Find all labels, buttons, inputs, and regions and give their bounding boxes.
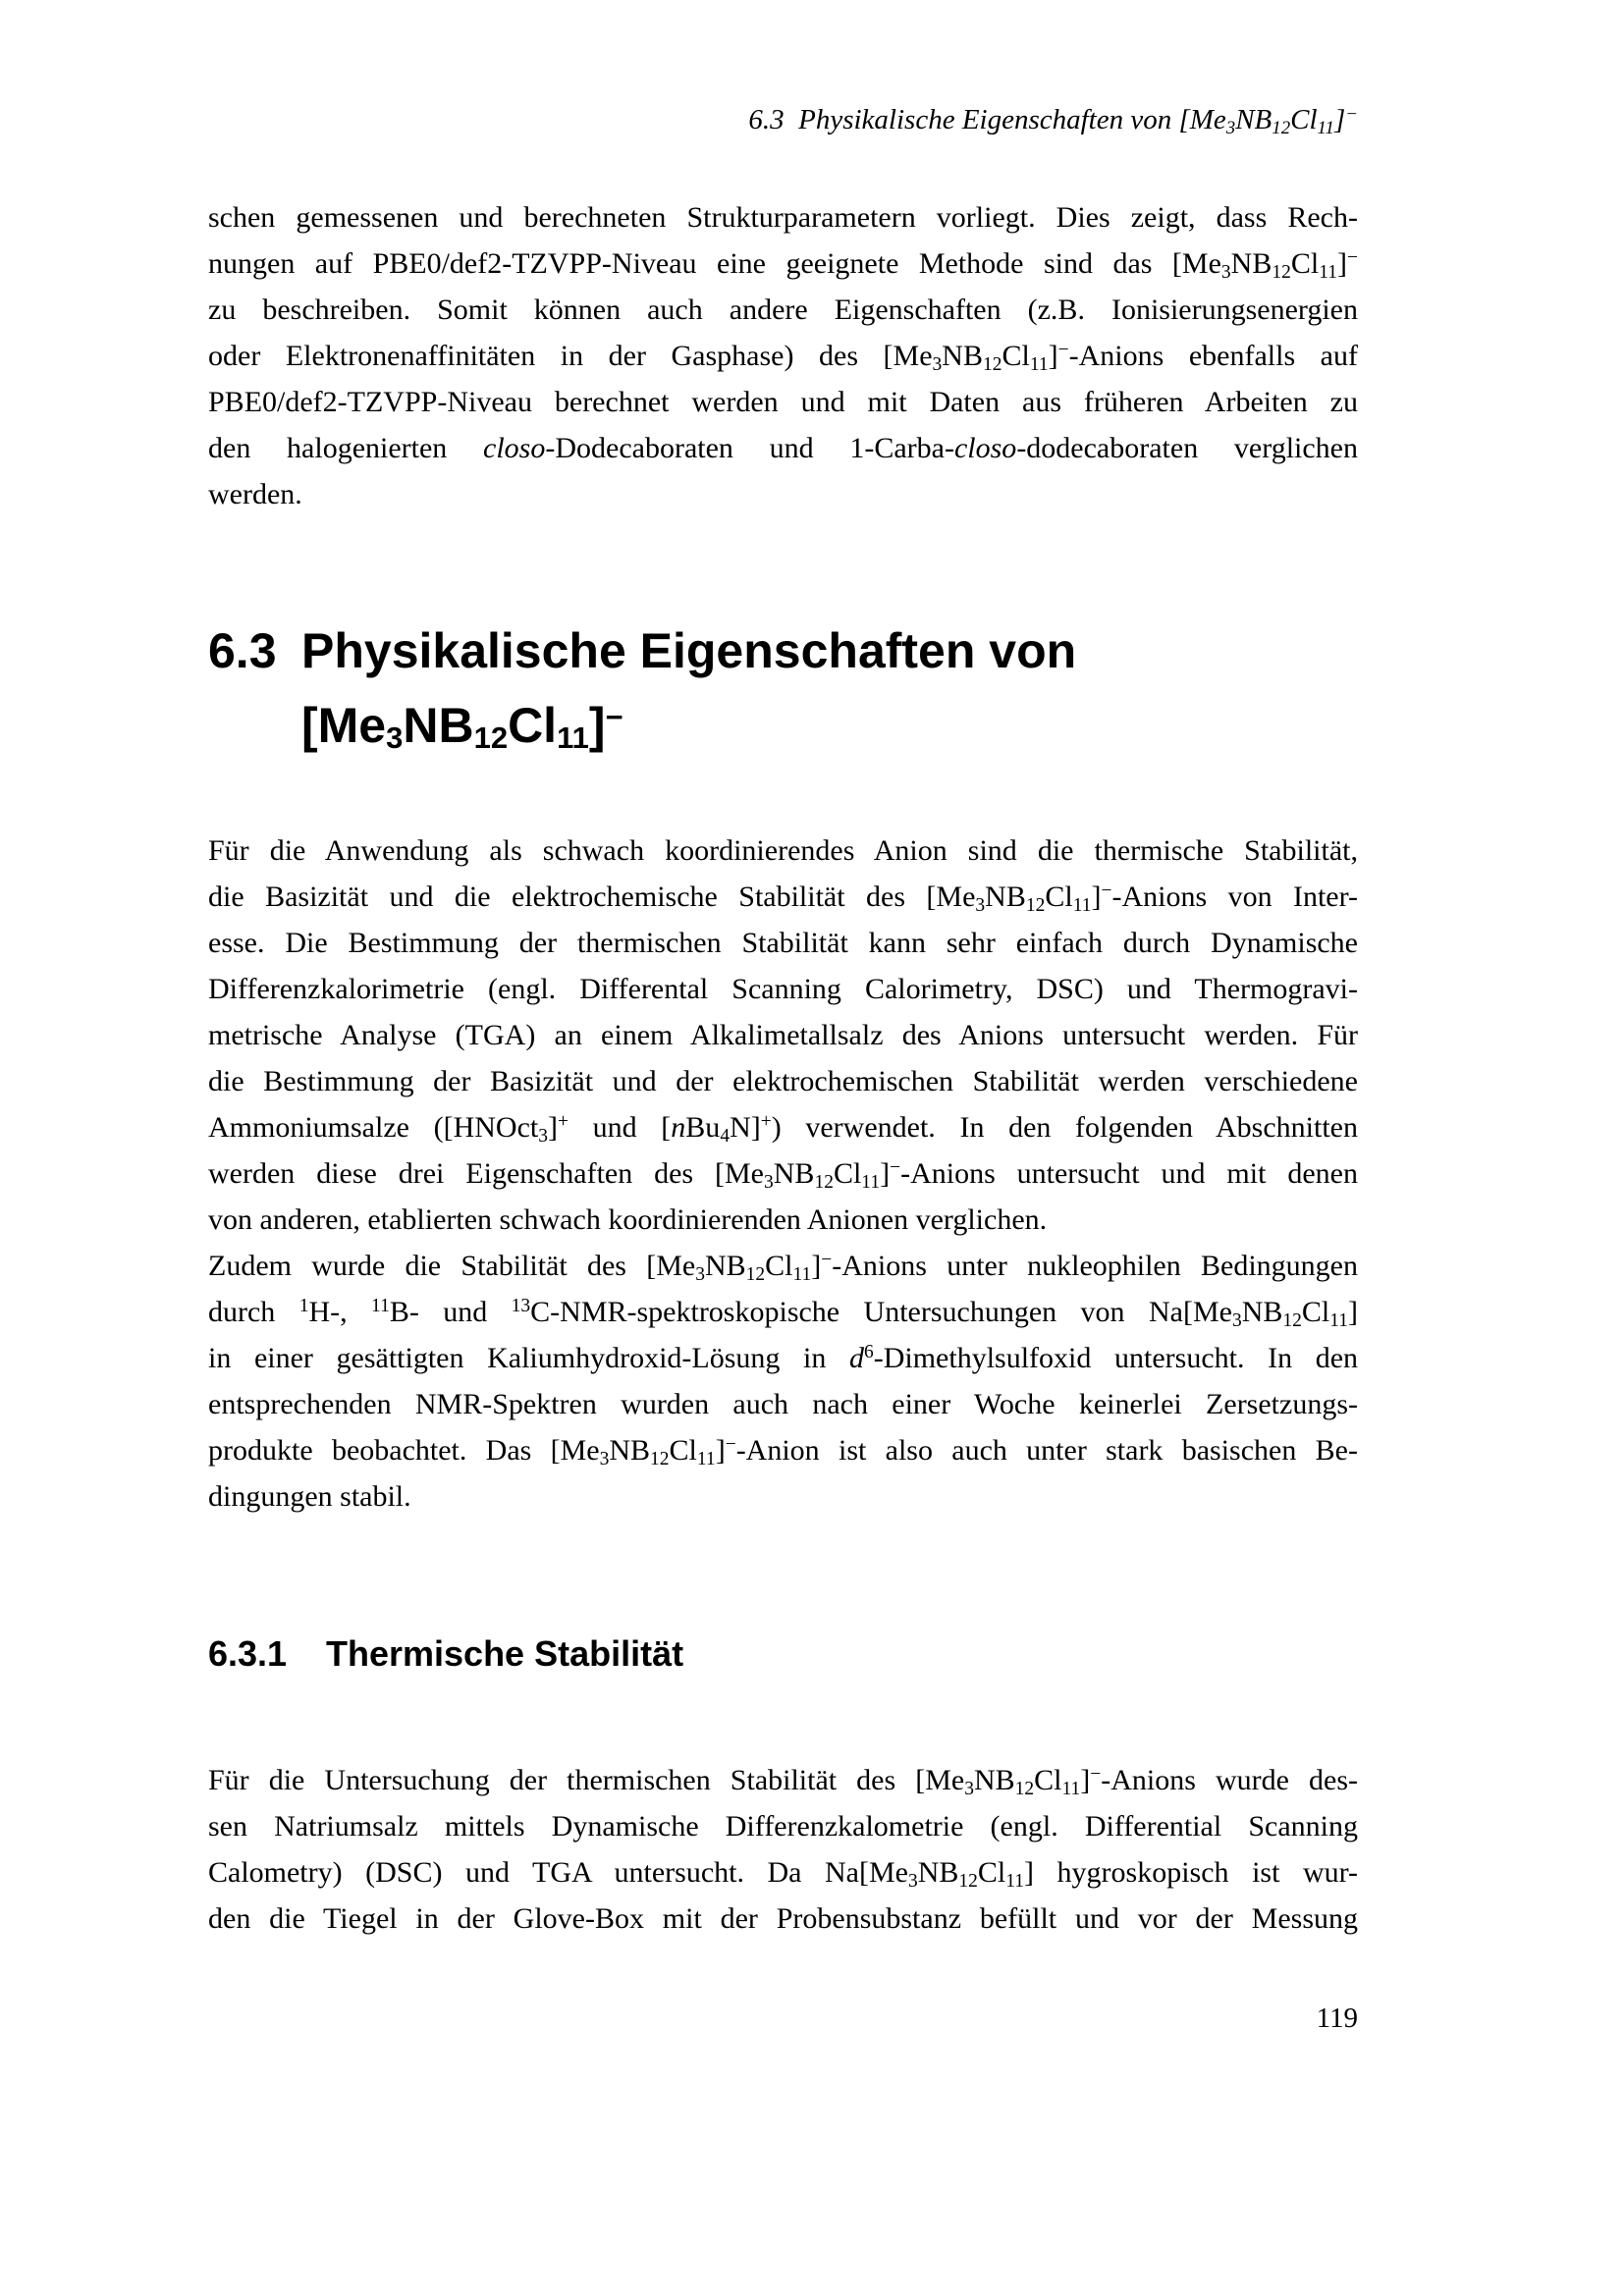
text-run: NB bbox=[704, 1250, 746, 1282]
text-run: 12 bbox=[814, 1171, 834, 1193]
text-run: NB bbox=[942, 340, 983, 372]
section-number: 6.3 bbox=[208, 623, 277, 678]
text-run: von anderen, etablierten schwach koordinierenden Anionen verglichen. bbox=[208, 1203, 1048, 1236]
text-run: + bbox=[760, 1111, 772, 1133]
text-run: 11 bbox=[1329, 1309, 1349, 1331]
text-run: 12 bbox=[1025, 894, 1046, 916]
text-run: [Me bbox=[301, 698, 387, 753]
page-number: 119 bbox=[1316, 2002, 1358, 2034]
text-run: NB bbox=[973, 1764, 1015, 1796]
text-run: werden diese drei Eigenschaften des [Me bbox=[208, 1157, 764, 1190]
text-line bbox=[208, 1473, 1358, 1520]
text-run: 11 bbox=[792, 1263, 812, 1285]
text-run: 11 bbox=[1072, 894, 1092, 916]
text-run: 12 bbox=[982, 353, 1002, 375]
text-line bbox=[208, 966, 1358, 1012]
subsection-title: Thermische Stabilität bbox=[326, 1633, 684, 1674]
section-heading-line1 bbox=[208, 614, 1358, 688]
text-run: -Anions wurde des- bbox=[1101, 1764, 1358, 1796]
text-run: ] bbox=[1337, 247, 1347, 280]
text-run: schen gemessenen und berechneten Strukturparametern vorliegt. Dies zeigt, dass Rech- bbox=[208, 201, 1358, 234]
text-run: metrische Analyse (TGA) an einem Alkalimetallsalz des Anions untersucht werden. Für bbox=[208, 1019, 1358, 1051]
text-run: 3 bbox=[975, 894, 986, 916]
text-run: entsprechenden NMR-Spektren wurden auch nach einer Woche keinerlei Zersetzungs- bbox=[208, 1388, 1358, 1420]
text-run: Für die Untersuchung der thermischen Stabilität des [Me bbox=[208, 1764, 965, 1796]
text-run: -Anions von Inter- bbox=[1111, 881, 1359, 913]
text-block bbox=[208, 0, 1358, 1942]
text-run: Ammoniumsalze ([HNOct bbox=[208, 1111, 539, 1144]
text-run: werden. bbox=[208, 478, 302, 510]
text-line bbox=[208, 1757, 1358, 1803]
text-run: 3 bbox=[1220, 261, 1231, 283]
text-run: Cl bbox=[1290, 104, 1318, 135]
text-line bbox=[208, 1058, 1358, 1104]
text-run: − bbox=[1057, 340, 1069, 361]
text-run: 3 bbox=[1225, 117, 1236, 138]
text-run: NB bbox=[1230, 247, 1272, 280]
text-line bbox=[208, 425, 1358, 471]
text-run: 6.3 Physikalische Eigenschaften von [Me bbox=[748, 104, 1226, 135]
text-line bbox=[208, 1289, 1358, 1335]
text-run: -Anions unter nukleophilen Bedingungen bbox=[832, 1250, 1358, 1282]
text-run: Differenzkalorimetrie (engl. Differental Scanning Calorimetry, DSC) und Thermogravi- bbox=[208, 973, 1358, 1005]
section-heading bbox=[208, 614, 1358, 763]
text-run: Cl bbox=[765, 1250, 793, 1282]
text-run: 11 bbox=[696, 1448, 716, 1469]
text-run: − bbox=[1101, 881, 1112, 902]
text-run: Cl bbox=[669, 1434, 697, 1467]
text-run: 12 bbox=[1014, 1778, 1035, 1799]
text-run: ] bbox=[588, 698, 606, 753]
text-run: ] bbox=[811, 1250, 822, 1282]
text-run: NB bbox=[1235, 104, 1272, 135]
text-run: Zudem wurde die Stabilität des [Me bbox=[208, 1250, 696, 1282]
text-run: Physikalische Eigenschaften von bbox=[301, 623, 1077, 678]
text-line bbox=[208, 920, 1358, 966]
text-run: ] bbox=[880, 1157, 891, 1190]
text-line bbox=[208, 1197, 1358, 1243]
text-line bbox=[208, 1896, 1358, 1942]
text-run: + bbox=[558, 1111, 568, 1133]
text-run: ] bbox=[715, 1434, 726, 1467]
text-run: 4 bbox=[720, 1125, 731, 1147]
text-run: 3 bbox=[599, 1448, 610, 1469]
text-run: − bbox=[890, 1157, 901, 1179]
text-run: 3 bbox=[538, 1125, 548, 1147]
text-run: Calometry) (DSC) und TGA untersucht. Da Na[Me bbox=[208, 1856, 908, 1889]
text-run: − bbox=[1347, 247, 1358, 269]
text-run: 3 bbox=[1231, 1309, 1242, 1331]
text-run: zu beschreiben. Somit können auch andere Eigenschaften (z.B. Ionisierungsenergien bbox=[208, 294, 1358, 326]
text-run: 1 bbox=[298, 1296, 309, 1317]
subsection-heading bbox=[208, 1628, 1358, 1681]
text-run: 12 bbox=[1272, 117, 1291, 138]
text-run: den halogenierten bbox=[208, 432, 484, 464]
text-run: -dodecaboraten verglichen bbox=[1016, 432, 1358, 464]
text-run: n bbox=[671, 1111, 686, 1144]
text-run: die Basizität und die elektrochemische Stabilität des [Me bbox=[208, 881, 976, 913]
text-run: sen Natriumsalz mittels Dynamische Differenzkalometrie (engl. Differential Scanning bbox=[208, 1810, 1358, 1842]
text-run: Cl bbox=[977, 1856, 1006, 1889]
text-run: Cl bbox=[833, 1157, 862, 1190]
text-run: NB bbox=[1241, 1296, 1283, 1328]
text-run: 3 bbox=[907, 1870, 918, 1892]
text-run: ] bbox=[1348, 1296, 1359, 1328]
text-line bbox=[208, 828, 1358, 874]
text-run: ] bbox=[1048, 340, 1058, 372]
text-run: 3 bbox=[964, 1778, 974, 1799]
text-run: − bbox=[725, 1434, 736, 1456]
text-run: 13 bbox=[511, 1296, 531, 1317]
text-run: ] bbox=[1091, 881, 1102, 913]
text-run: 6 bbox=[863, 1342, 874, 1363]
text-run: Cl bbox=[1045, 881, 1073, 913]
text-run: B- und bbox=[389, 1296, 512, 1328]
text-run: 11 bbox=[1319, 261, 1337, 283]
text-run: ] hygroskopisch ist wur- bbox=[1024, 1856, 1358, 1889]
text-run: 11 bbox=[1317, 117, 1334, 138]
text-run: -Anions untersucht und mit denen bbox=[900, 1157, 1358, 1190]
section-title-formula bbox=[301, 688, 1358, 763]
text-run: − bbox=[1345, 103, 1358, 125]
text-run: − bbox=[821, 1250, 833, 1271]
text-line bbox=[208, 1012, 1358, 1058]
text-run: nungen auf PBE0/def2-TZVPP-Niveau eine geeignete Methode sind das [Me bbox=[208, 247, 1221, 280]
text-run: − bbox=[605, 699, 623, 734]
text-run: esse. Die Bestimmung der thermischen Stabilität kann sehr einfach durch Dynamische bbox=[208, 927, 1358, 959]
text-run: 12 bbox=[958, 1870, 978, 1892]
text-run: und [ bbox=[568, 1111, 672, 1144]
text-run: 3 bbox=[386, 720, 404, 755]
text-run: 11 bbox=[371, 1296, 390, 1317]
text-line bbox=[208, 194, 1358, 240]
text-line bbox=[208, 240, 1358, 287]
text-run: Bu bbox=[685, 1111, 721, 1144]
text-line bbox=[208, 1104, 1358, 1150]
text-run: NB bbox=[773, 1157, 815, 1190]
text-run: -Anion ist also auch unter stark basischen Be- bbox=[735, 1434, 1358, 1467]
text-run: NB bbox=[403, 698, 474, 753]
text-run: Cl bbox=[1034, 1764, 1062, 1796]
text-run: -Anions ebenfalls auf bbox=[1068, 340, 1358, 372]
text-run: Cl bbox=[1001, 340, 1030, 372]
text-run: − bbox=[1090, 1764, 1102, 1786]
text-run: ] bbox=[548, 1111, 558, 1144]
text-line bbox=[208, 379, 1358, 425]
text-line bbox=[208, 333, 1358, 379]
text-run: Cl bbox=[1290, 247, 1320, 280]
paragraph-properties bbox=[208, 828, 1358, 1243]
text-run: C-NMR-spektroskopische Untersuchungen von Na[Me bbox=[530, 1296, 1232, 1328]
text-run: d bbox=[848, 1342, 864, 1374]
text-run: 12 bbox=[1272, 261, 1291, 283]
text-run: durch bbox=[208, 1296, 299, 1328]
text-line bbox=[208, 1803, 1358, 1849]
text-run: ] bbox=[1333, 104, 1346, 135]
text-run: H-, bbox=[308, 1296, 372, 1328]
text-run: 11 bbox=[1061, 1778, 1081, 1799]
text-run: oder Elektronenaffinitäten in der Gasphase) des [Me bbox=[208, 340, 933, 372]
text-run: 12 bbox=[650, 1448, 670, 1469]
text-run: 3 bbox=[932, 353, 943, 375]
text-line bbox=[208, 1427, 1358, 1473]
text-run: Cl bbox=[508, 698, 558, 753]
text-run: 11 bbox=[557, 720, 589, 755]
text-run: NB bbox=[609, 1434, 651, 1467]
text-run: -Dodecaboraten und 1-Carba- bbox=[545, 432, 954, 464]
text-run: 11 bbox=[1029, 353, 1049, 375]
section-title bbox=[301, 623, 1076, 678]
text-run: dingungen stabil. bbox=[208, 1480, 411, 1513]
paragraph-thermal bbox=[208, 1757, 1358, 1942]
text-line bbox=[208, 287, 1358, 333]
text-run: ) verwendet. In den folgenden Abschnitten bbox=[771, 1111, 1358, 1144]
text-run: in einer gesättigten Kaliumhydroxid-Lösung in bbox=[208, 1342, 849, 1374]
text-line bbox=[208, 1150, 1358, 1197]
subsection-number: 6.3.1 bbox=[208, 1633, 288, 1674]
text-line bbox=[208, 1335, 1358, 1381]
text-run: produkte beobachtet. Das [Me bbox=[208, 1434, 600, 1467]
text-run: 11 bbox=[861, 1171, 881, 1193]
text-run: 12 bbox=[1282, 1309, 1302, 1331]
text-run: NB bbox=[917, 1856, 959, 1889]
text-run: die Bestimmung der Basizität und der elektrochemischen Stabilität werden verschiedene bbox=[208, 1065, 1358, 1097]
text-run: PBE0/def2-TZVPP-Niveau berechnet werden und mit Daten aus früheren Arbeiten zu bbox=[208, 386, 1358, 418]
text-run: NB bbox=[985, 881, 1026, 913]
text-run: Cl bbox=[1301, 1296, 1330, 1328]
text-line bbox=[208, 471, 1358, 517]
text-run: closo bbox=[483, 432, 546, 464]
text-run: 3 bbox=[695, 1263, 705, 1285]
text-run: -Dimethylsulfoxid untersucht. In den bbox=[873, 1342, 1359, 1374]
text-run: closo bbox=[953, 432, 1017, 464]
text-run: 12 bbox=[745, 1263, 766, 1285]
text-line bbox=[208, 874, 1358, 920]
text-line bbox=[208, 1381, 1358, 1427]
text-run: den die Tiegel in der Glove-Box mit der Probensubstanz befüllt und vor der Messung bbox=[208, 1902, 1358, 1935]
text-line bbox=[208, 1243, 1358, 1289]
text-run: ] bbox=[1080, 1764, 1091, 1796]
paragraph-intro bbox=[208, 194, 1358, 517]
paragraph-stability bbox=[208, 1243, 1358, 1520]
text-run: N] bbox=[730, 1111, 761, 1144]
text-line bbox=[208, 1849, 1358, 1896]
text-run: Für die Anwendung als schwach koordinierendes Anion sind die thermische Stabilität, bbox=[208, 834, 1358, 867]
text-run: 3 bbox=[764, 1171, 774, 1193]
text-run: 11 bbox=[1005, 1870, 1025, 1892]
text-run: 12 bbox=[473, 720, 509, 755]
